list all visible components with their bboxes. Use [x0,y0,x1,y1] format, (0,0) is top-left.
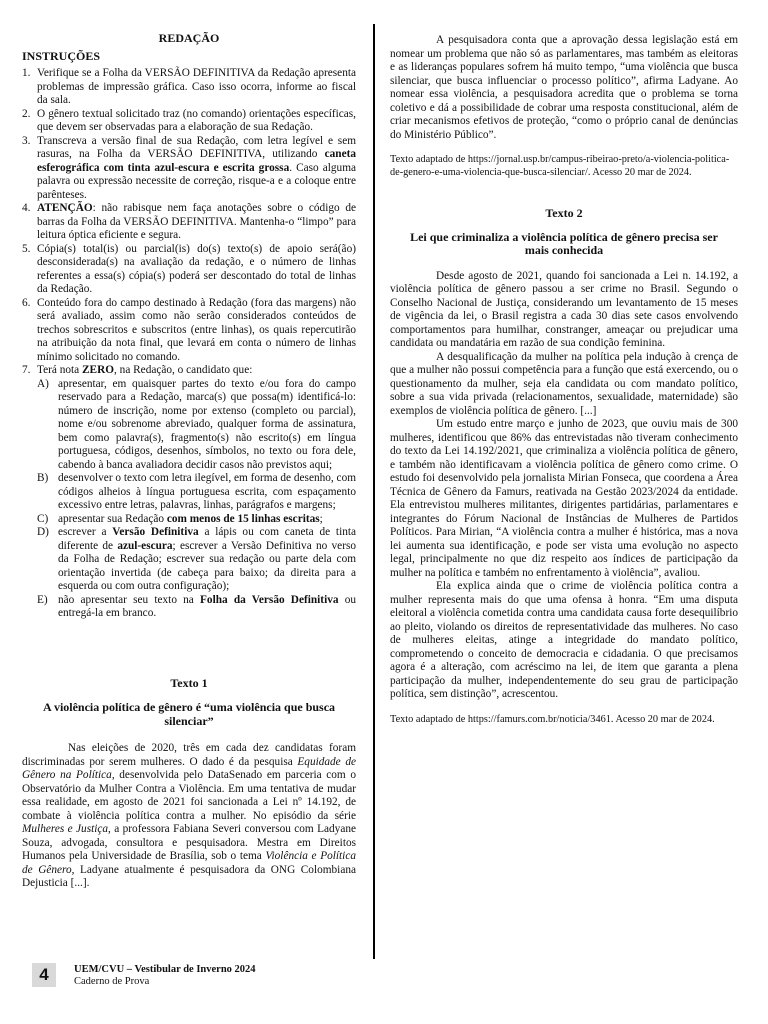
instruction-item: 7. Terá nota ZERO, na Redação, o candidato que: A) apresentar, em quaisquer partes do texto e/ou fora do campo reservado para a Redação, marca(s) que possa(m) identificá-lo: número de inscrição, nome por extenso (completo ou parcial), nome e/ou sobrenome abreviado, qualquer forma de assinatura, bem como palavra(s), fragmento(s) não escrito(s) em língua portuguesa, códigos, desenhos, símbolos, no texto ou fora dele, cabendo à banca avaliadora decidir casos não previstos aqui; B) desenvolver o texto com letra ilegível, em forma de desenho, com códigos alheios à língua portuguesa escrita, com espaçamento excessivo entre letras, palavras, linhas, parágrafos e margens; C) apresentar sua Redação com menos de 15 linhas escritas; D) escrever a Versão Definitiva a lápis ou com caneta de tinta diferente de azul-escura; escrever a Versão Definitiva no verso da Folha de Redação; escrever sua redação ou parte dela com orientação invertida (de cabeça para baixo; da direita para a esquerda ou com outra configuração); E) não apresentar seu texto na Folha da Versão Definitiva ou entregá-la em branco. [22,364,357,619]
texto1-paragraph-continued: A pesquisadora conta que a aprovação dessa legislação está em nomear um problema que não só as parlamentares, mas também as eleitoras e as lideranças populares sofrem há muito tempo, “uma violência que busca silenciar, que busca influenciar o processo político”, afirma Ladyane. Ao nomear essa violência, a pesquisadora acredita que o problema se torna coletivo e dá a possibilidade de cobrar uma resposta constitucional, além de criar mecanismos efetivos de proteção, “como o próprio canal de denúncias do Ministério Público”. [390,34,738,141]
texto2-paragraph: Desde agosto de 2021, quando foi sancionada a Lei n. 14.192, a violência política de gênero passou a ser crime no Brasil. Segundo o Conselho Nacional de Justiça, considerando um levantamento de 15 meses de vigência da lei, o Brasil registra a cada 30 dias sete casos envolvendo comportamentos para humilhar, constranger, ameaçar ou prejudicar uma candidata ou mandatária em razão de sua condição feminina. [390,269,738,349]
footer-subtitle: Caderno de Prova [74,976,150,987]
texto1-label: Texto 1 [170,675,208,690]
column-divider [373,24,375,959]
criteria-item: A) apresentar, em quaisquer partes do texto e/ou fora do campo reservado para a Redação, marca(s) que possa(m) identificá-lo: número de inscrição, nome por extenso (completo ou parcial), nome e/ou sobrenome abreviado, qualquer forma de assinatura, bem como palavra(s), fragmento(s) não escrito(s) em língua portuguesa, códigos, desenhos, símbolos, no texto ou fora dele, cabendo à banca avaliadora decidir casos não previstos aqui; [37,377,356,471]
page-footer [22,963,352,989]
footer-title: UEM/CVU – Vestibular de Inverno 2024 [74,964,256,975]
left-column [22,28,356,891]
criteria-item: D) escrever a Versão Definitiva a lápis ou com caneta de tinta diferente de azul-escura; escrever a Versão Definitiva no verso da Folha de Redação; escrever sua redação ou parte dela com orientação invertida (de cabeça para baixo; da direita para a esquerda ou com outra configuração); [37,526,357,592]
texto2-paragraph: Ela explica ainda que o crime de violência política contra a mulher representa mais do que uma ofensa à honra. “Em uma disputa eleitoral a violência cometida contra uma candidata causa forte desequilíbrio ao pleito, violando os direitos de representatividade das mulheres. No caso de mulheres eleitas, atinge a integridade do mandato político, comprometendo o conceito de democracia e cidadania. O que precisamos agora é a alteração, com acréscimo na lei, de item que garanta a plena participação da mulher, independentemente do seu grau de participação política, sem distinção”, acrescentou. [390,580,738,700]
page-number: 4 [32,963,56,987]
criteria-item: C) apresentar sua Redação com menos de 15 linhas escritas; [37,512,323,525]
instruction-item: 4. ATENÇÃO: não rabisque nem faça anotações sobre o código de barras da Folha da VERSÃO DEFINITIVA. Mantenha-o “limpo” para leitura óptica eficiente e segura. [22,202,356,241]
instructions-title: INSTRUÇÕES [22,48,101,63]
texto2-source: Texto adaptado de https://famurs.com.br/noticia/3461. Acesso 20 mar de 2024. [390,713,715,725]
instruction-item: 2. O gênero textual solicitado traz (no comando) orientações específicas, que devem ser observadas para a elaboração de sua Redação. [22,107,356,133]
criteria-item: E) não apresentar seu texto na Folha da Versão Definitiva ou entregá-la em branco. [37,593,357,619]
instruction-item: 5. Cópia(s) total(is) ou parcial(is) do(s) texto(s) de apoio será(ão) desconsiderada(s) na avaliação da redação, e o número de linhas referentes a essa(s) cópia(s) poderá ser descontado do total de linhas da Redação. [22,242,356,295]
texto1-paragraph: Nas eleições de 2020, três em cada dez candidatas foram discriminadas por serem mulheres. O dado é da pesquisa Equidade de Gênero na Política, desenvolvida pelo DataSenado em parceria com o Observatório da Mulher Contra a Violência. Em uma tentativa de mudar essa realidade, em agosto de 2021 foi sancionada a Lei nº 14.192, de combate à violência política contra a mulher. No episódio da série Mulheres e Justiça, a professora Fabiana Severi conversou com Ladyane Souza, advogada, consultora e pesquisadora. Mestra em Direitos Humanos pela Universidade de Brasília, sob o tema Violência e Política de Gênero, Ladyane atualmente é pesquisadora da ONG Colombiana Dejusticia [...]. [22,742,357,889]
zero-criteria-list [37,378,356,621]
section-heading: REDAÇÃO [158,31,220,45]
criteria-item: B) desenvolver o texto com letra ilegível, em forma de desenho, com códigos alheios à língua portuguesa escrita, com espaçamento excessivo entre letras, palavras, linhas, parágrafos e margens; [37,472,357,511]
instruction-item: 6. Conteúdo fora do campo destinado à Redação (fora das margens) não será avaliado, assim como não serão considerados conteúdos de trechos sobrescritos e subscritos (entre linhas), os quais repercutirão na atribuição da nota final, que levará em conta o número de linhas mínimo solicitado no comando. [22,296,356,363]
texto1-title: A violência política de gênero é “uma violência que busca silenciar” [42,700,336,728]
texto2-paragraph: Um estudo entre março e junho de 2023, que ouviu mais de 300 mulheres, identificou que 86% das entrevistadas não tiveram conhecimento do texto da Lei 14.192/2021, que criminaliza a violência política de gênero, e também não identificavam a violência política de gênero como crime. O estudo foi desenvolvido pela jornalista Mirian Fonseca, que coordena a Área Técnica de Gênero da Famurs, reativada na Gestão 2023/2024 da entidade. Ela entrevistou mulheres militantes, dirigentes partidárias, parlamentares e integrantes do Fórum Nacional de Instâncias de Mulheres de Partidos Políticos. Para Mirian, “A violência contra a mulher é histórica, mas a nova lei aumenta sua identificação, e pode ser vista uma evolução no aspecto legal, principalmente no que diz respeito aos índices de participação da mulher na política e também no enfrentamento à violência”, avaliou. [390,418,738,579]
texto2-title: Lei que criminaliza a violência política de gênero precisa ser mais conhecida [410,229,718,257]
texto1-source: Texto adaptado de https://jornal.usp.br/campus-ribeirao-preto/a-violencia-politica-de-genero-e-uma-violencia-que-busca-silenciar/. Acesso 20 mar de 2024. [390,154,730,178]
instruction-item: 1. Verifique se a Folha da VERSÃO DEFINITIVA da Redação apresenta problemas de impressão gráfica. Caso isso ocorra, informe ao fiscal da sala. [22,67,356,106]
instruction-item: 3. Transcreva a versão final de sua Redação, com letra legível e sem rasuras, na Folha da VERSÃO DEFINITIVA, utilizando caneta esferográfica com tinta azul-escura e escrita grossa. Caso alguma palavra ou expressão necessite de correção, risque-a e a coloque entre parênteses. [22,134,356,201]
instructions-list [22,67,356,621]
texto2-paragraph: A desqualificação da mulher na política pela indução à crença de que a mulher não possui competência para a função que está exercendo, ou o questionamento da mulher, seja ela candidata ou com mandato político, sobre a sua vida privada (relacionamentos, sexualidade, maternidade) são exemplos de violência política de gênero. [...] [390,350,738,417]
texto2-label: Texto 2 [545,206,583,220]
right-column [390,34,738,726]
